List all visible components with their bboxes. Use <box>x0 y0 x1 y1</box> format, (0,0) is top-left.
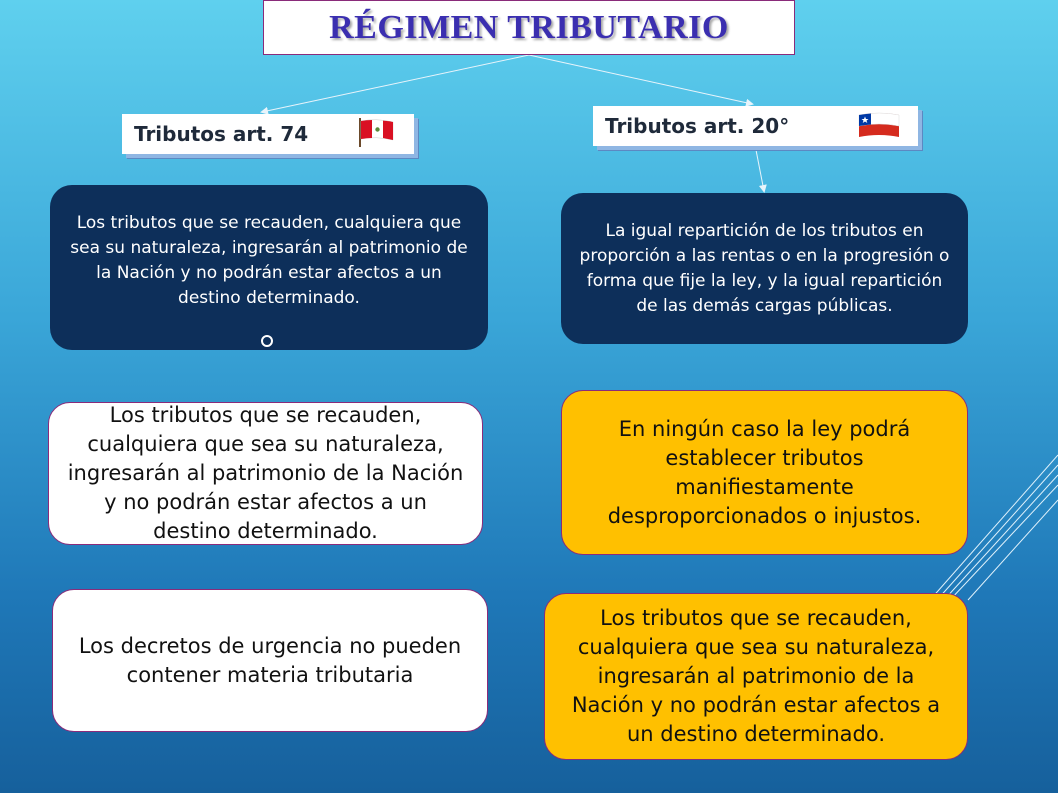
chile-flag-icon <box>855 108 903 142</box>
left-box-1-text: Los tributos que se recauden, cualquiera que sea su naturaleza, ingresarán al patrimonio de la Nación y no podrán estar afectos a un destino determinado. <box>70 212 468 308</box>
bullet-circle-icon <box>261 335 273 347</box>
header-art-74 <box>122 114 414 154</box>
right-box-2-text: En ningún caso la ley podrá establecer tributos manifiestamente desproporcionados o injustos. <box>607 416 922 528</box>
left-box-2 <box>48 402 483 545</box>
left-box-3 <box>52 589 488 732</box>
connector-left <box>262 55 529 112</box>
left-box-3-text: Los decretos de urgencia no pueden contener materia tributaria <box>78 633 462 687</box>
connector-right <box>529 55 752 104</box>
title-box <box>263 0 795 55</box>
header-art-20-label: Tributos art. 20° <box>605 114 790 138</box>
header-art-20 <box>593 106 918 146</box>
header-art-74-label: Tributos art. 74 <box>134 122 309 146</box>
peru-flag-icon <box>356 116 396 148</box>
connector-down-right <box>756 150 764 191</box>
right-box-2 <box>561 390 968 555</box>
left-box-2-text: Los tributos que se recauden, cualquiera que sea su naturaleza, ingresarán al patrimonio de la Nación y no podrán estar afectos a un destino determinado. <box>67 403 464 543</box>
left-box-1 <box>50 185 488 350</box>
right-box-1 <box>561 193 968 344</box>
page-title: RÉGIMEN TRIBUTARIO <box>329 8 729 46</box>
right-box-1-text: La igual repartición de los tributos en proporción a las rentas o en la progresión o forma que fije la ley, y la igual repartición de las demás cargas públicas. <box>579 220 950 316</box>
right-box-3 <box>544 593 968 760</box>
right-box-3-text: Los tributos que se recauden, cualquiera que sea su naturaleza, ingresarán al patrimonio de la Nación y no podrán estar afectos a un destino determinado. <box>571 606 941 746</box>
